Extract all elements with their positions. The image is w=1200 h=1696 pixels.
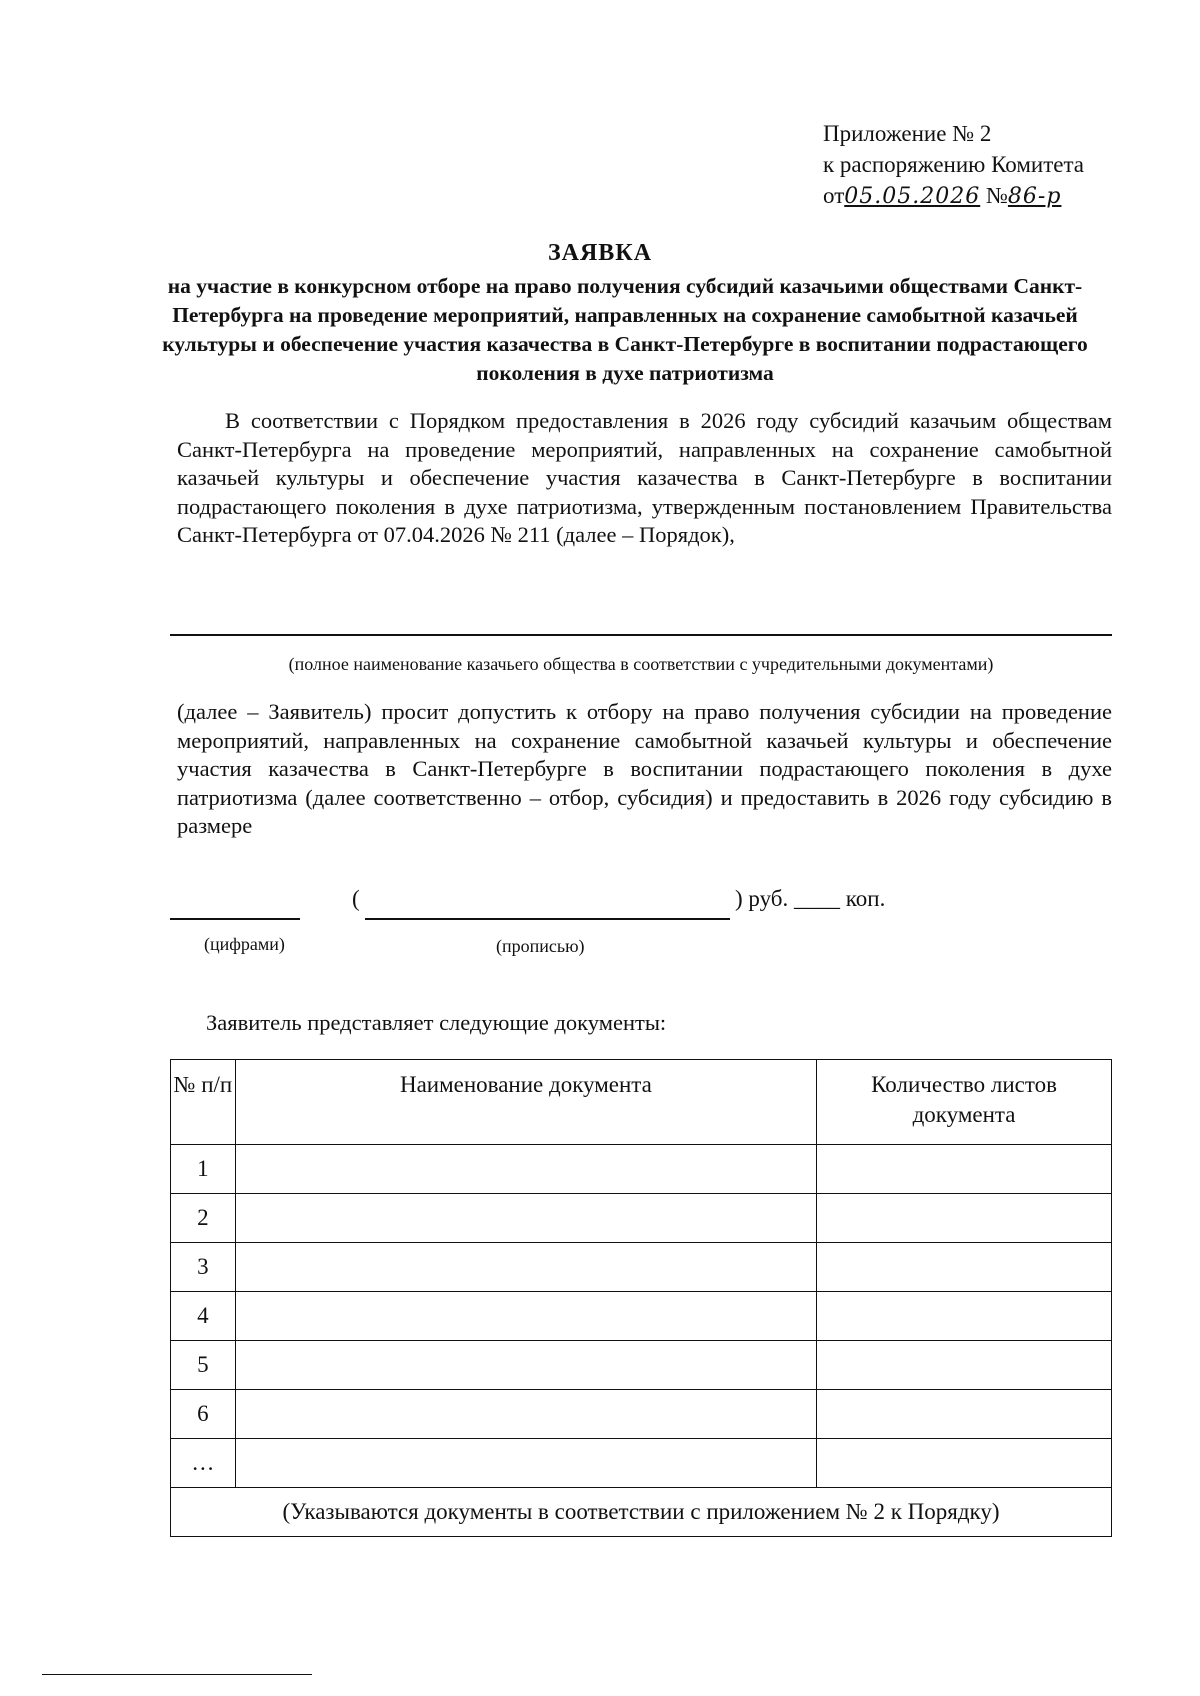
- table-row: [171, 1439, 1112, 1488]
- amount-words-line[interactable]: [365, 918, 730, 920]
- document-name-cell[interactable]: [235, 1390, 816, 1439]
- page-count-cell[interactable]: [817, 1145, 1112, 1194]
- organization-name-caption: (полное наименование казачьего общества в соответствии с учредительными документами): [288, 654, 994, 674]
- handwritten-number: 86-р: [1007, 184, 1062, 209]
- appendix-header: [823, 118, 1084, 212]
- header-document-name: Наименование документа: [235, 1060, 816, 1145]
- table-note-row: [171, 1488, 1112, 1537]
- documents-table: [170, 1059, 1112, 1537]
- amount-currency: ) руб. ____ коп.: [735, 886, 886, 911]
- row-number: 6: [171, 1390, 236, 1439]
- intro-paragraph: В соответствии с Порядком предоставления в 2026 году субсидий казачьим обществам Санкт-Петербурга на проведение мероприятий, направленных на сохранение самобытной казачьей культуры и обеспечение участия казачества в Санкт-Петербурге в воспитании подрастающего поколения в духе патриотизма, утвержденным постановлением Правительства Санкт-Петербурга от 07.04.2026 № 211 (далее – Порядок),: [177, 408, 1112, 547]
- row-number: 1: [171, 1145, 236, 1194]
- document-title: ЗАЯВКА: [547, 240, 653, 266]
- digits-caption: (цифрами): [204, 934, 285, 954]
- header-page-count: Количество листов документа: [817, 1060, 1112, 1145]
- row-number: 5: [171, 1341, 236, 1390]
- table-row: [171, 1194, 1112, 1243]
- page-count-cell[interactable]: [817, 1341, 1112, 1390]
- table-row: [171, 1243, 1112, 1292]
- appendix-number: Приложение № 2: [823, 121, 992, 146]
- document-name-cell[interactable]: [235, 1145, 816, 1194]
- header-number: № п/п: [171, 1060, 236, 1145]
- row-number: …: [171, 1439, 236, 1488]
- page-count-cell[interactable]: [817, 1243, 1112, 1292]
- table-header-row: [171, 1060, 1112, 1145]
- amount-digits-line[interactable]: [170, 918, 300, 920]
- page-count-cell[interactable]: [817, 1194, 1112, 1243]
- page-count-cell[interactable]: [817, 1292, 1112, 1341]
- table-row: [171, 1292, 1112, 1341]
- table-row: [171, 1390, 1112, 1439]
- document-name-cell[interactable]: [235, 1292, 816, 1341]
- row-number: 3: [171, 1243, 236, 1292]
- number-label: №: [985, 183, 1008, 208]
- request-paragraph: (далее – Заявитель) просит допустить к отбору на право получения субсидии на проведение мероприятий, направленных на сохранение самобытной казачьей культуры и обеспечение участия казачества в Санкт-Петербурге в воспитании подрастающего поколения в духе патриотизма (далее соответственно – отбор, субсидия) и предоставить в 2026 году субсидию в размере: [177, 699, 1112, 838]
- document-name-cell[interactable]: [235, 1439, 816, 1488]
- page-count-cell[interactable]: [817, 1390, 1112, 1439]
- handwritten-date: 05.05.2026: [844, 184, 981, 209]
- table-note: (Указываются документы в соответствии с приложением № 2 к Порядку): [171, 1488, 1112, 1537]
- footer-rule: [42, 1674, 312, 1675]
- appendix-order-ref: к распоряжению Комитета: [823, 152, 1084, 177]
- amount-open-paren: (: [352, 886, 360, 911]
- document-name-cell[interactable]: [235, 1243, 816, 1292]
- organization-name-line[interactable]: [170, 634, 1112, 636]
- documents-intro: Заявитель представляет следующие документы:: [206, 1010, 667, 1035]
- table-row: [171, 1341, 1112, 1390]
- row-number: 4: [171, 1292, 236, 1341]
- from-label: от: [823, 183, 845, 208]
- page-count-cell[interactable]: [817, 1439, 1112, 1488]
- table-row: [171, 1145, 1112, 1194]
- appendix-date-line: [823, 180, 1084, 212]
- words-caption: (прописью): [496, 936, 585, 956]
- row-number: 2: [171, 1194, 236, 1243]
- document-name-cell[interactable]: [235, 1194, 816, 1243]
- document-name-cell[interactable]: [235, 1341, 816, 1390]
- document-subtitle: на участие в конкурсном отборе на право получения субсидий казачьими обществами Санкт-Петербурга на проведение мероприятий, направленных на сохранение самобытной казачьей культуры и обеспечение участия казачества в Санкт-Петербурге в воспитании подрастающего поколения в духе патриотизма: [162, 274, 1088, 385]
